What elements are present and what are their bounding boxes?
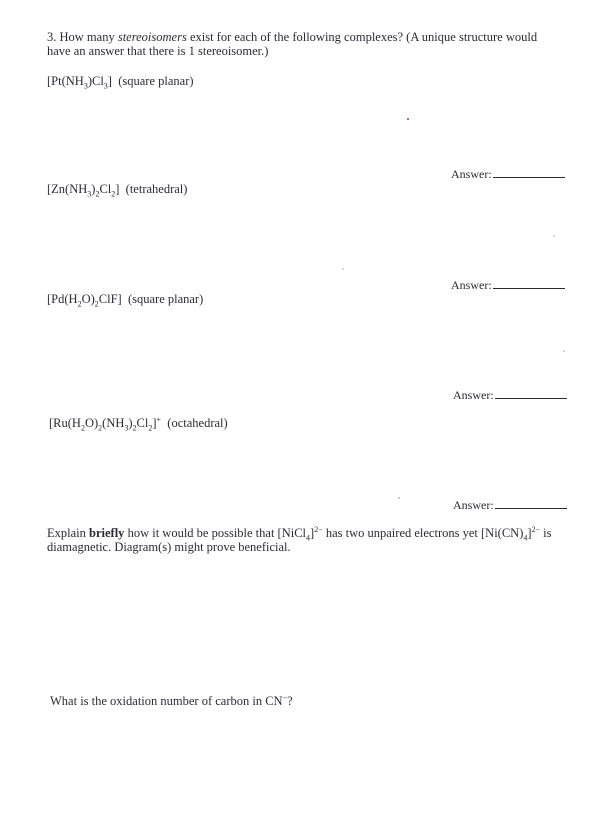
answer-3 — [453, 388, 567, 403]
question-3-prompt — [47, 30, 557, 58]
scan-speck — [342, 268, 344, 270]
oxidation-number-question: What is the oxidation number of carbon in CN−? — [50, 692, 293, 708]
answer-2-blank[interactable] — [493, 287, 565, 289]
complex-2-geometry: (tetrahedral) — [125, 182, 188, 196]
answer-1 — [451, 167, 565, 182]
complex-2-formula: $[Zn(NH_3)_2Cl_2]$ — [47, 182, 120, 199]
answer-2 — [451, 278, 565, 293]
complex-3-geometry: (square planar) — [127, 292, 204, 306]
scan-speck — [407, 118, 409, 120]
complex-4-formula: $[Ru(H_2O)_2(NH_3)_2Cl_2]^+$ — [49, 414, 162, 433]
complex-1 — [47, 74, 194, 91]
complex-3-formula: $[Pd(H_2O)_2ClF]$ — [47, 292, 122, 309]
scan-speck — [563, 350, 565, 352]
scan-speck — [398, 497, 400, 499]
scan-speck — [553, 235, 555, 237]
complex-1-formula: $[Pt(NH_3)Cl_3]$ — [47, 74, 112, 91]
answer-3-label: Answer: — [453, 388, 494, 402]
complex-3 — [47, 292, 204, 309]
complex-4 — [49, 414, 228, 433]
answer-1-label: Answer: — [451, 167, 492, 181]
question-lead: How many — [59, 30, 115, 44]
question-term-stereoisomers: stereoisomers — [117, 30, 187, 44]
answer-1-blank[interactable] — [493, 176, 565, 178]
answer-4-blank[interactable] — [495, 507, 567, 509]
complex-1-geometry: (square planar) — [118, 74, 194, 88]
answer-2-label: Answer: — [451, 278, 492, 292]
answer-4 — [453, 498, 567, 513]
question-rest: exist for each of the following complexes? (A unique structure would have an answer that there is 1 stereoisomer.) — [47, 30, 538, 58]
answer-4-label: Answer: — [453, 498, 494, 512]
complex-2 — [47, 182, 188, 199]
question-number: 3. — [47, 30, 57, 44]
explain-emphasis: briefly — [89, 526, 125, 540]
answer-3-blank[interactable] — [495, 397, 567, 399]
complex-4-geometry: (octahedral) — [167, 416, 228, 430]
explain-question: Explain briefly how it would be possible that [NiCl$_4$]$^{2-}$ has two unpaired electrons yet $[Ni(CN)_4]^{2-}$ is diamagnetic. Diagram(s) might prove beneficial. — [47, 524, 552, 554]
